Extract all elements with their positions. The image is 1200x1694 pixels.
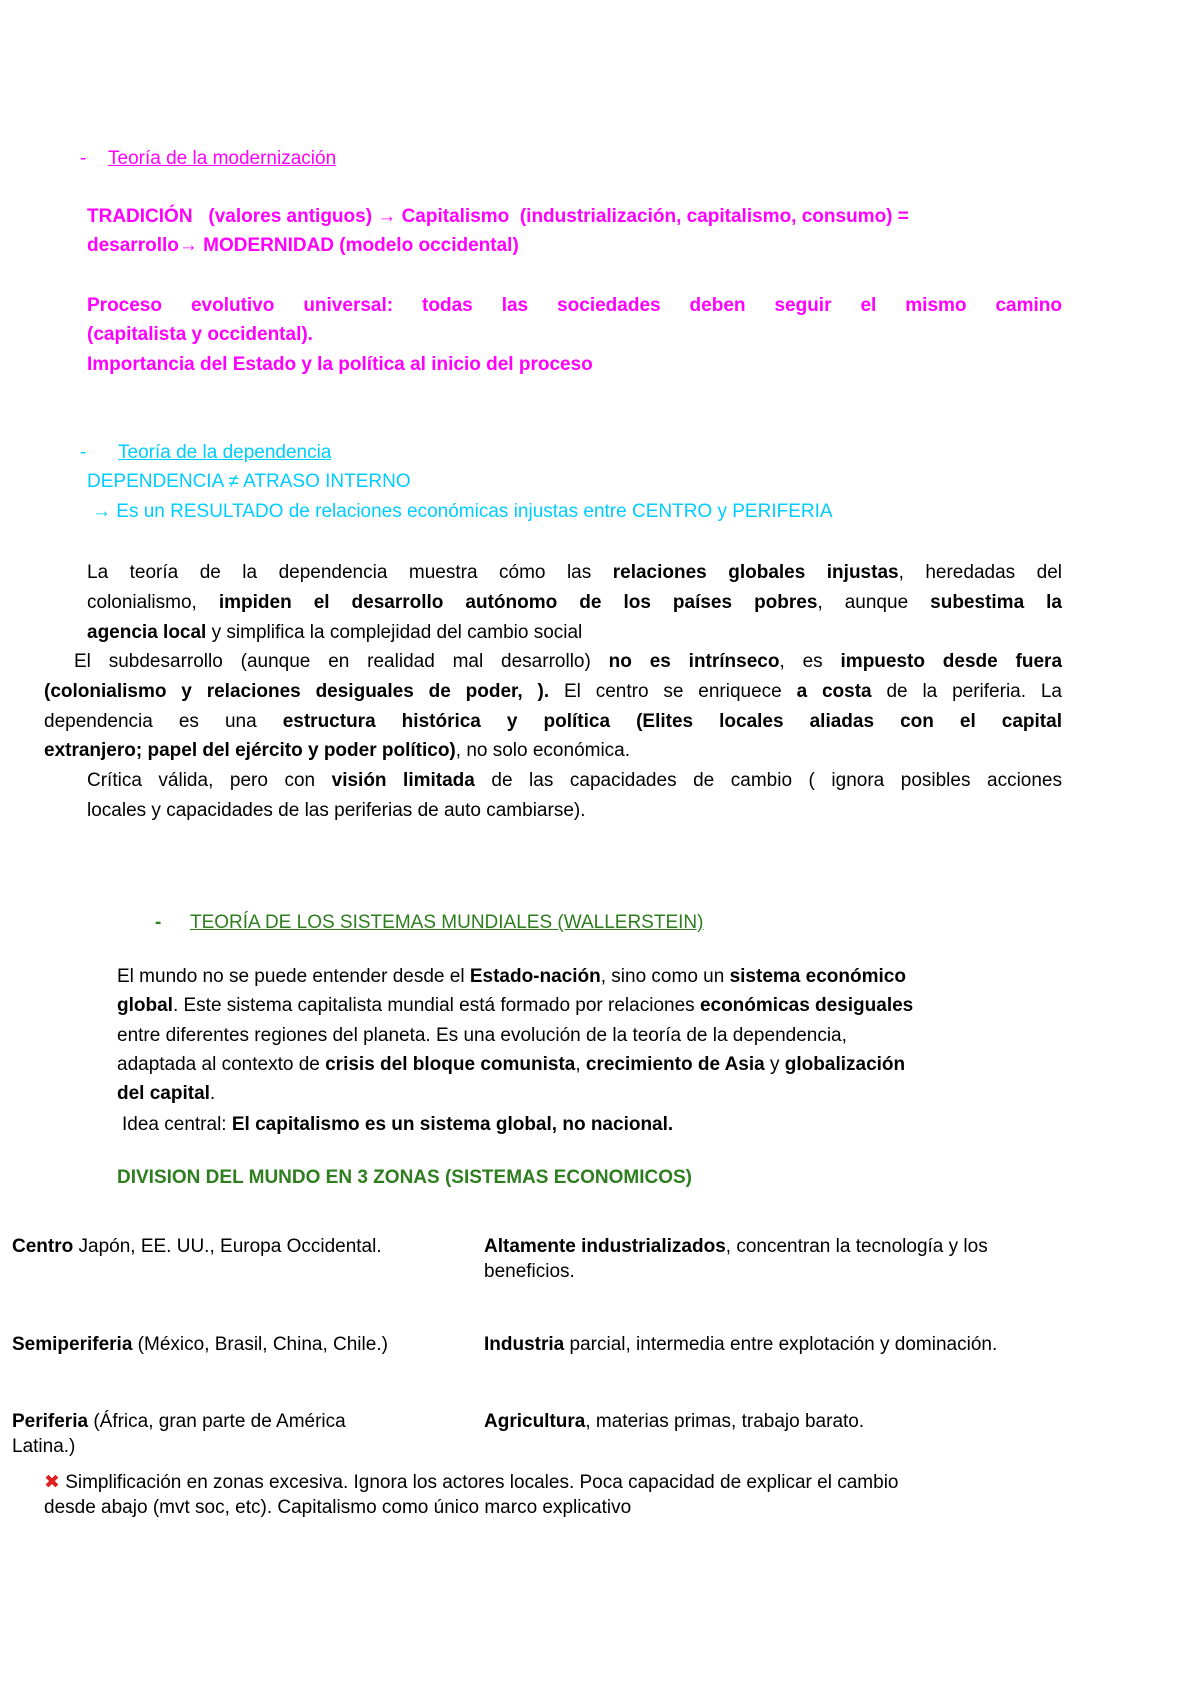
zone-name-cell: Centro Japón, EE. UU., Europa Occidental. — [12, 1236, 382, 1257]
dependencia-paragraph-1-line-2: colonialismo, impiden el desarrollo autónomo de los países pobres, aunque subestima la — [87, 592, 1062, 613]
dependencia-paragraph-1-line-3: agencia local y simplifica la complejidad del cambio social — [87, 622, 583, 643]
sistemas-paragraph-line-5: del capital. — [117, 1083, 216, 1104]
dependencia-paragraph-2-line-4: extranjero; papel del ejército y poder político), no solo económica. — [44, 740, 631, 761]
modernizacion-line-2: desarrollo→ MODERNIDAD (modelo occidental) — [87, 235, 519, 256]
modernizacion-paragraph-1-line-2: (capitalista y occidental). — [87, 324, 313, 345]
modernizacion-paragraph-2: Importancia del Estado y la política al inicio del proceso — [87, 354, 593, 375]
zone-description-cell: Industria parcial, intermedia entre explotación y dominación. — [484, 1334, 998, 1355]
section-heading-dependencia: Teoría de la dependencia — [118, 442, 332, 463]
dependencia-paragraph-2-line-1: El subdesarrollo (aunque en realidad mal desarrollo) no es intrínseco, es impuesto desde fuera — [74, 651, 1063, 672]
dependencia-line-1: DEPENDENCIA ≠ ATRASO INTERNO — [87, 471, 411, 492]
section-heading-sistemas: TEORÍA DE LOS SISTEMAS MUNDIALES (WALLERSTEIN) — [190, 912, 704, 933]
sistemas-paragraph-line-3: entre diferentes regiones del planeta. Es una evolución de la teoría de la dependencia, — [117, 1025, 847, 1046]
zone-description-cell: Agricultura, materias primas, trabajo barato. — [484, 1411, 865, 1432]
dependencia-paragraph-2-line-3: dependencia es una estructura histórica y política (Elites locales aliadas con el capital — [44, 711, 1062, 732]
zone-name-cell: Semiperiferia (México, Brasil, China, Chile.) — [12, 1334, 388, 1355]
sistemas-paragraph-line-1: El mundo no se puede entender desde el Estado-nación, sino como un sistema económico — [117, 966, 906, 987]
dependencia-paragraph-1-line-1: La teoría de la dependencia muestra cómo las relaciones globales injustas, heredadas del — [87, 562, 1062, 583]
bullet-dash: - — [155, 912, 162, 933]
idea-central: Idea central: El capitalismo es un sistema global, no nacional. — [122, 1114, 674, 1135]
division-heading: DIVISION DEL MUNDO EN 3 ZONAS (SISTEMAS ECONOMICOS) — [117, 1167, 692, 1188]
zone-name-cell: Periferia (África, gran parte de América Latina.) — [12, 1411, 346, 1457]
dependencia-paragraph-3-line-1: Crítica válida, pero con visión limitada de las capacidades de cambio ( ignora posibles acciones — [87, 770, 1062, 791]
dependencia-line-2: → Es un RESULTADO de relaciones económicas injustas entre CENTRO y PERIFERIA — [92, 501, 833, 522]
bullet-dash: - — [80, 442, 87, 463]
modernizacion-paragraph-1-line-1: Proceso evolutivo universal: todas las sociedades deben seguir el mismo camino — [87, 295, 1062, 316]
sistemas-paragraph-line-2: global. Este sistema capitalista mundial está formado por relaciones económicas desiguales — [117, 995, 914, 1016]
modernizacion-line-1: TRADICIÓN (valores antiguos) → Capitalismo (industrialización, capitalismo, consumo) = — [87, 206, 909, 227]
cross-mark-icon: ✖ — [44, 1472, 60, 1493]
section-heading-modernizacion: Teoría de la modernización — [108, 148, 337, 169]
bullet-dash: - — [80, 148, 87, 169]
dependencia-paragraph-3-line-2: locales y capacidades de las periferias de auto cambiarse). — [87, 800, 586, 821]
sistemas-paragraph-line-4: adaptada al contexto de crisis del bloque comunista, crecimiento de Asia y globalización — [117, 1054, 906, 1075]
dependencia-paragraph-2-line-2: (colonialismo y relaciones desiguales de poder, ). El centro se enriquece a costa de la periferia. La — [44, 681, 1062, 702]
critique-paragraph: ✖ Simplificación en zonas excesiva. Ignora los actores locales. Poca capacidad de explicar el cambio desde abajo (mvt soc, etc). Capitalismo como único marco explicativo — [44, 1472, 899, 1518]
zone-description-cell: Altamente industrializados, concentran la tecnología y los beneficios. — [484, 1236, 988, 1282]
